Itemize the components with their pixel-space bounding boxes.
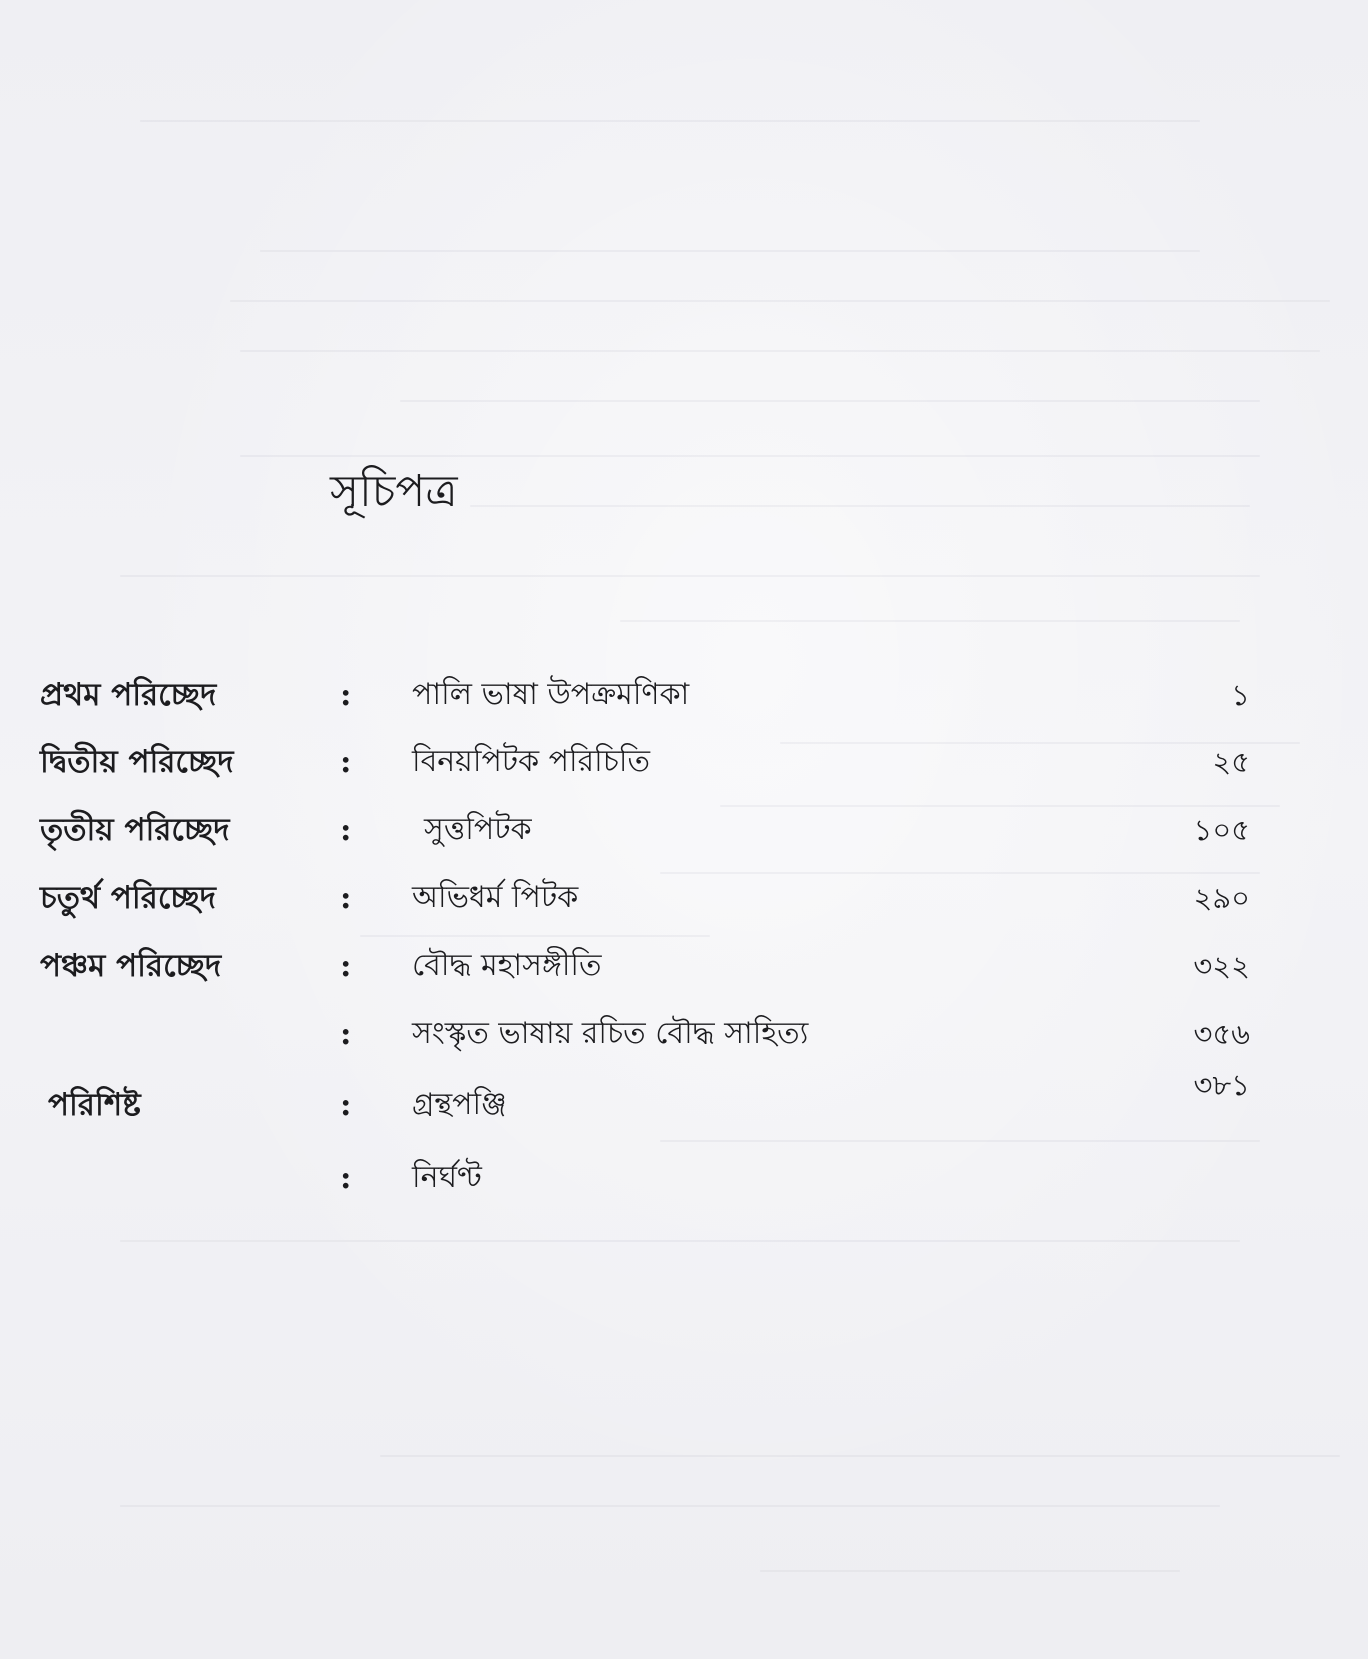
- chapter-label: প্রথম পরিচ্ছেদ: [40, 677, 217, 713]
- separator-colon: :: [340, 880, 352, 916]
- toc-row: [0, 873, 1368, 923]
- page-title: সূচিপত্র: [330, 466, 458, 517]
- toc-row: [0, 805, 1368, 855]
- entry-title: সুত্তপিটক: [424, 812, 532, 847]
- entry-title: পালি ভাষা উপক্রমণিকা: [412, 677, 690, 712]
- chapter-label: তৃতীয় পরিচ্ছেদ: [40, 812, 230, 848]
- page-number: ৩৫৬: [1193, 1017, 1250, 1051]
- page-number: ১০৫: [1193, 813, 1250, 847]
- toc-row: [0, 1153, 1368, 1203]
- toc-row: [0, 1068, 1368, 1130]
- toc-row: [0, 1009, 1368, 1059]
- page-number: ২৯০: [1193, 881, 1250, 915]
- chapter-label: পরিশিষ্ট: [48, 1087, 141, 1123]
- separator-colon: :: [340, 1087, 352, 1123]
- separator-colon: :: [340, 1016, 352, 1052]
- separator-colon: :: [340, 677, 352, 713]
- page-number: ১: [1231, 678, 1250, 712]
- entry-title: গ্রন্থপঞ্জি: [412, 1087, 507, 1122]
- entry-title: বিনয়পিটক পরিচিতি: [412, 744, 650, 779]
- separator-colon: :: [340, 1160, 352, 1196]
- separator-colon: :: [340, 744, 352, 780]
- toc-row: [0, 941, 1368, 991]
- chapter-label: দ্বিতীয় পরিচ্ছেদ: [40, 744, 234, 780]
- toc-row: [0, 670, 1368, 720]
- toc-row: [0, 737, 1368, 787]
- page-number: ৩৮১: [1193, 1068, 1250, 1102]
- separator-colon: :: [340, 948, 352, 984]
- page-number: ২৫: [1212, 745, 1250, 779]
- chapter-label: পঞ্চম পরিচ্ছেদ: [40, 948, 222, 984]
- entry-title: বৌদ্ধ মহাসঙ্গীতি: [412, 948, 602, 983]
- chapter-label: চতুর্থ পরিচ্ছেদ: [40, 880, 216, 916]
- entry-title: সংস্কৃত ভাষায় রচিত বৌদ্ধ সাহিত্য: [412, 1016, 809, 1051]
- separator-colon: :: [340, 812, 352, 848]
- entry-title: নির্ঘণ্ট: [412, 1160, 482, 1195]
- page-number: ৩২২: [1193, 949, 1250, 983]
- entry-title: অভিধর্ম পিটক: [412, 880, 579, 915]
